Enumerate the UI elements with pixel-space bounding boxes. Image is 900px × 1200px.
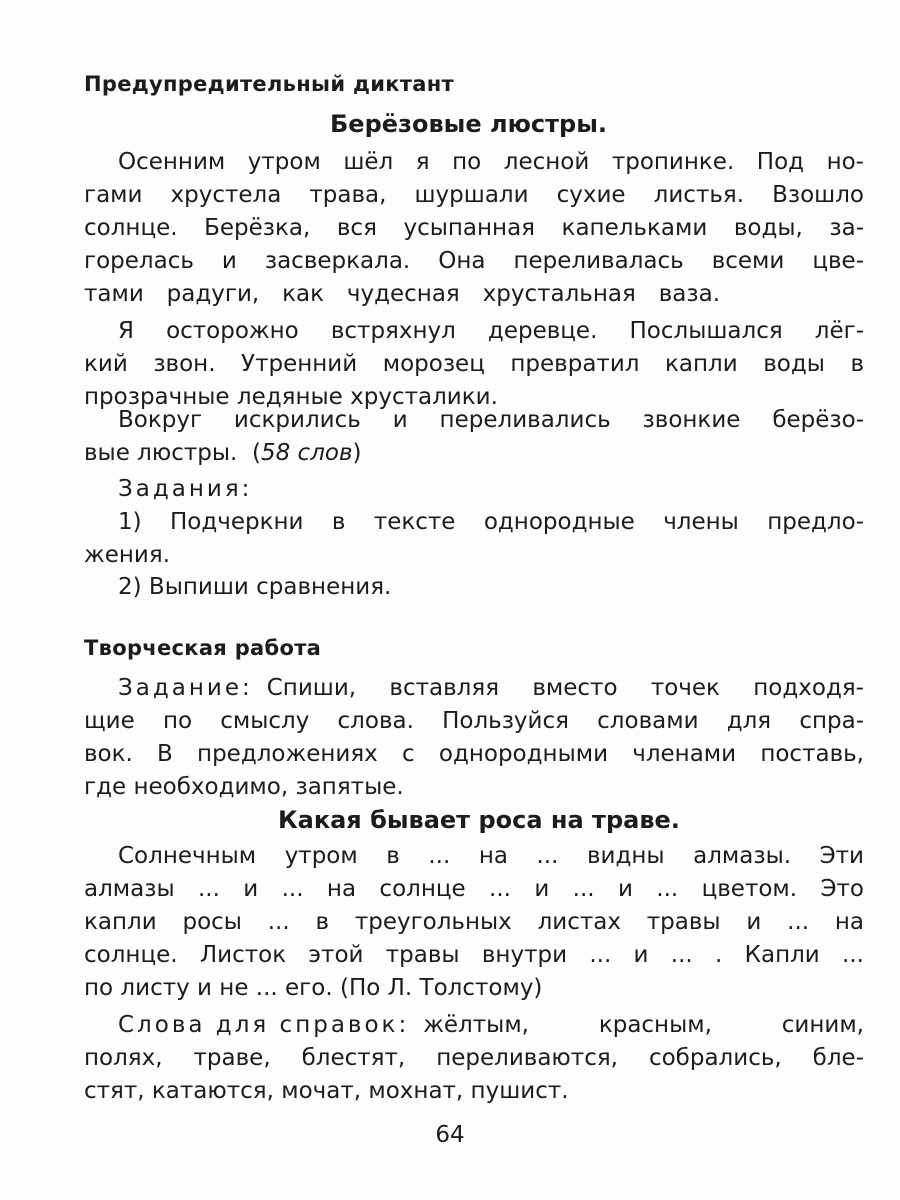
text-line: где необходимо, запятые. bbox=[84, 774, 404, 800]
text-line: Слова для справок: жёлтым, красным, синим, bbox=[118, 1012, 864, 1038]
text-line: щие по смыслу слова. Пользуйся словами для спра- bbox=[84, 708, 864, 734]
dictation-title: Берёзовые люстры. bbox=[330, 110, 608, 138]
text-line: полях, траве, блестят, переливаются, собрались, бле- bbox=[84, 1045, 864, 1071]
last-line: вые люстры. bbox=[84, 440, 238, 466]
text-line: Вокруг искрились и переливались звонкие берёзо- bbox=[118, 407, 864, 433]
text-line: вок. В предложениях с однородными членами поставь, bbox=[84, 741, 864, 767]
text-line: Осенним утром шёл я по лесной тропинке. Под но- bbox=[118, 149, 864, 175]
text-line: по листу и не ... его. (По Л. Толстому) bbox=[84, 975, 543, 1001]
text-line: Я осторожно встряхнул деревце. Послышался лёг- bbox=[118, 318, 864, 344]
task-item: 2) Выпиши сравнения. bbox=[118, 574, 392, 600]
task-item: 1) Подчеркни в тексте однородные члены предло- bbox=[118, 509, 864, 535]
text-line: вые люстры. (58 слов) bbox=[84, 440, 362, 466]
reference-label: Слова для справок: bbox=[118, 1012, 410, 1038]
text-line: стят, катаются, мочат, мохнат, пушист. bbox=[84, 1078, 569, 1104]
text-line: солнце. Берёзка, вся усыпанная капельками воды, за- bbox=[84, 215, 864, 241]
text-line: солнце. Листок этой травы внутри ... и ... . Капли ... bbox=[84, 942, 864, 968]
page-number: 64 bbox=[435, 1122, 465, 1148]
dictation-heading: Предупредительный диктант bbox=[84, 72, 455, 96]
task-item: жения. bbox=[84, 542, 171, 568]
creative-title: Какая бывает роса на траве. bbox=[278, 806, 680, 834]
text-line: капли росы ... в треугольных листах травы и ... на bbox=[84, 909, 864, 935]
text-line: алмазы ... и ... на солнце ... и ... и ... цветом. Это bbox=[84, 876, 864, 902]
creative-heading: Творческая работа bbox=[84, 636, 322, 660]
text-line: прозрачные ледяные хрусталики. bbox=[84, 384, 498, 410]
text-line: горелась и засверкала. Она переливалась всеми цве- bbox=[84, 248, 864, 274]
task-label: Задание: bbox=[118, 675, 253, 701]
text-line: Солнечным утром в ... на ... видны алмазы. Эти bbox=[118, 843, 864, 869]
text-line: тами радуги, как чудесная хрустальная ваза. bbox=[84, 281, 720, 307]
text-line: Задание: Спиши, вставляя вместо точек подходя- bbox=[118, 675, 864, 701]
tasks-label: Задания: bbox=[118, 476, 253, 502]
word-count: 58 слов bbox=[260, 440, 353, 466]
text-line: гами хрустела трава, шуршали сухие листья. Взошло bbox=[84, 182, 864, 208]
text-line: кий звон. Утренний морозец превратил капли воды в bbox=[84, 351, 864, 377]
